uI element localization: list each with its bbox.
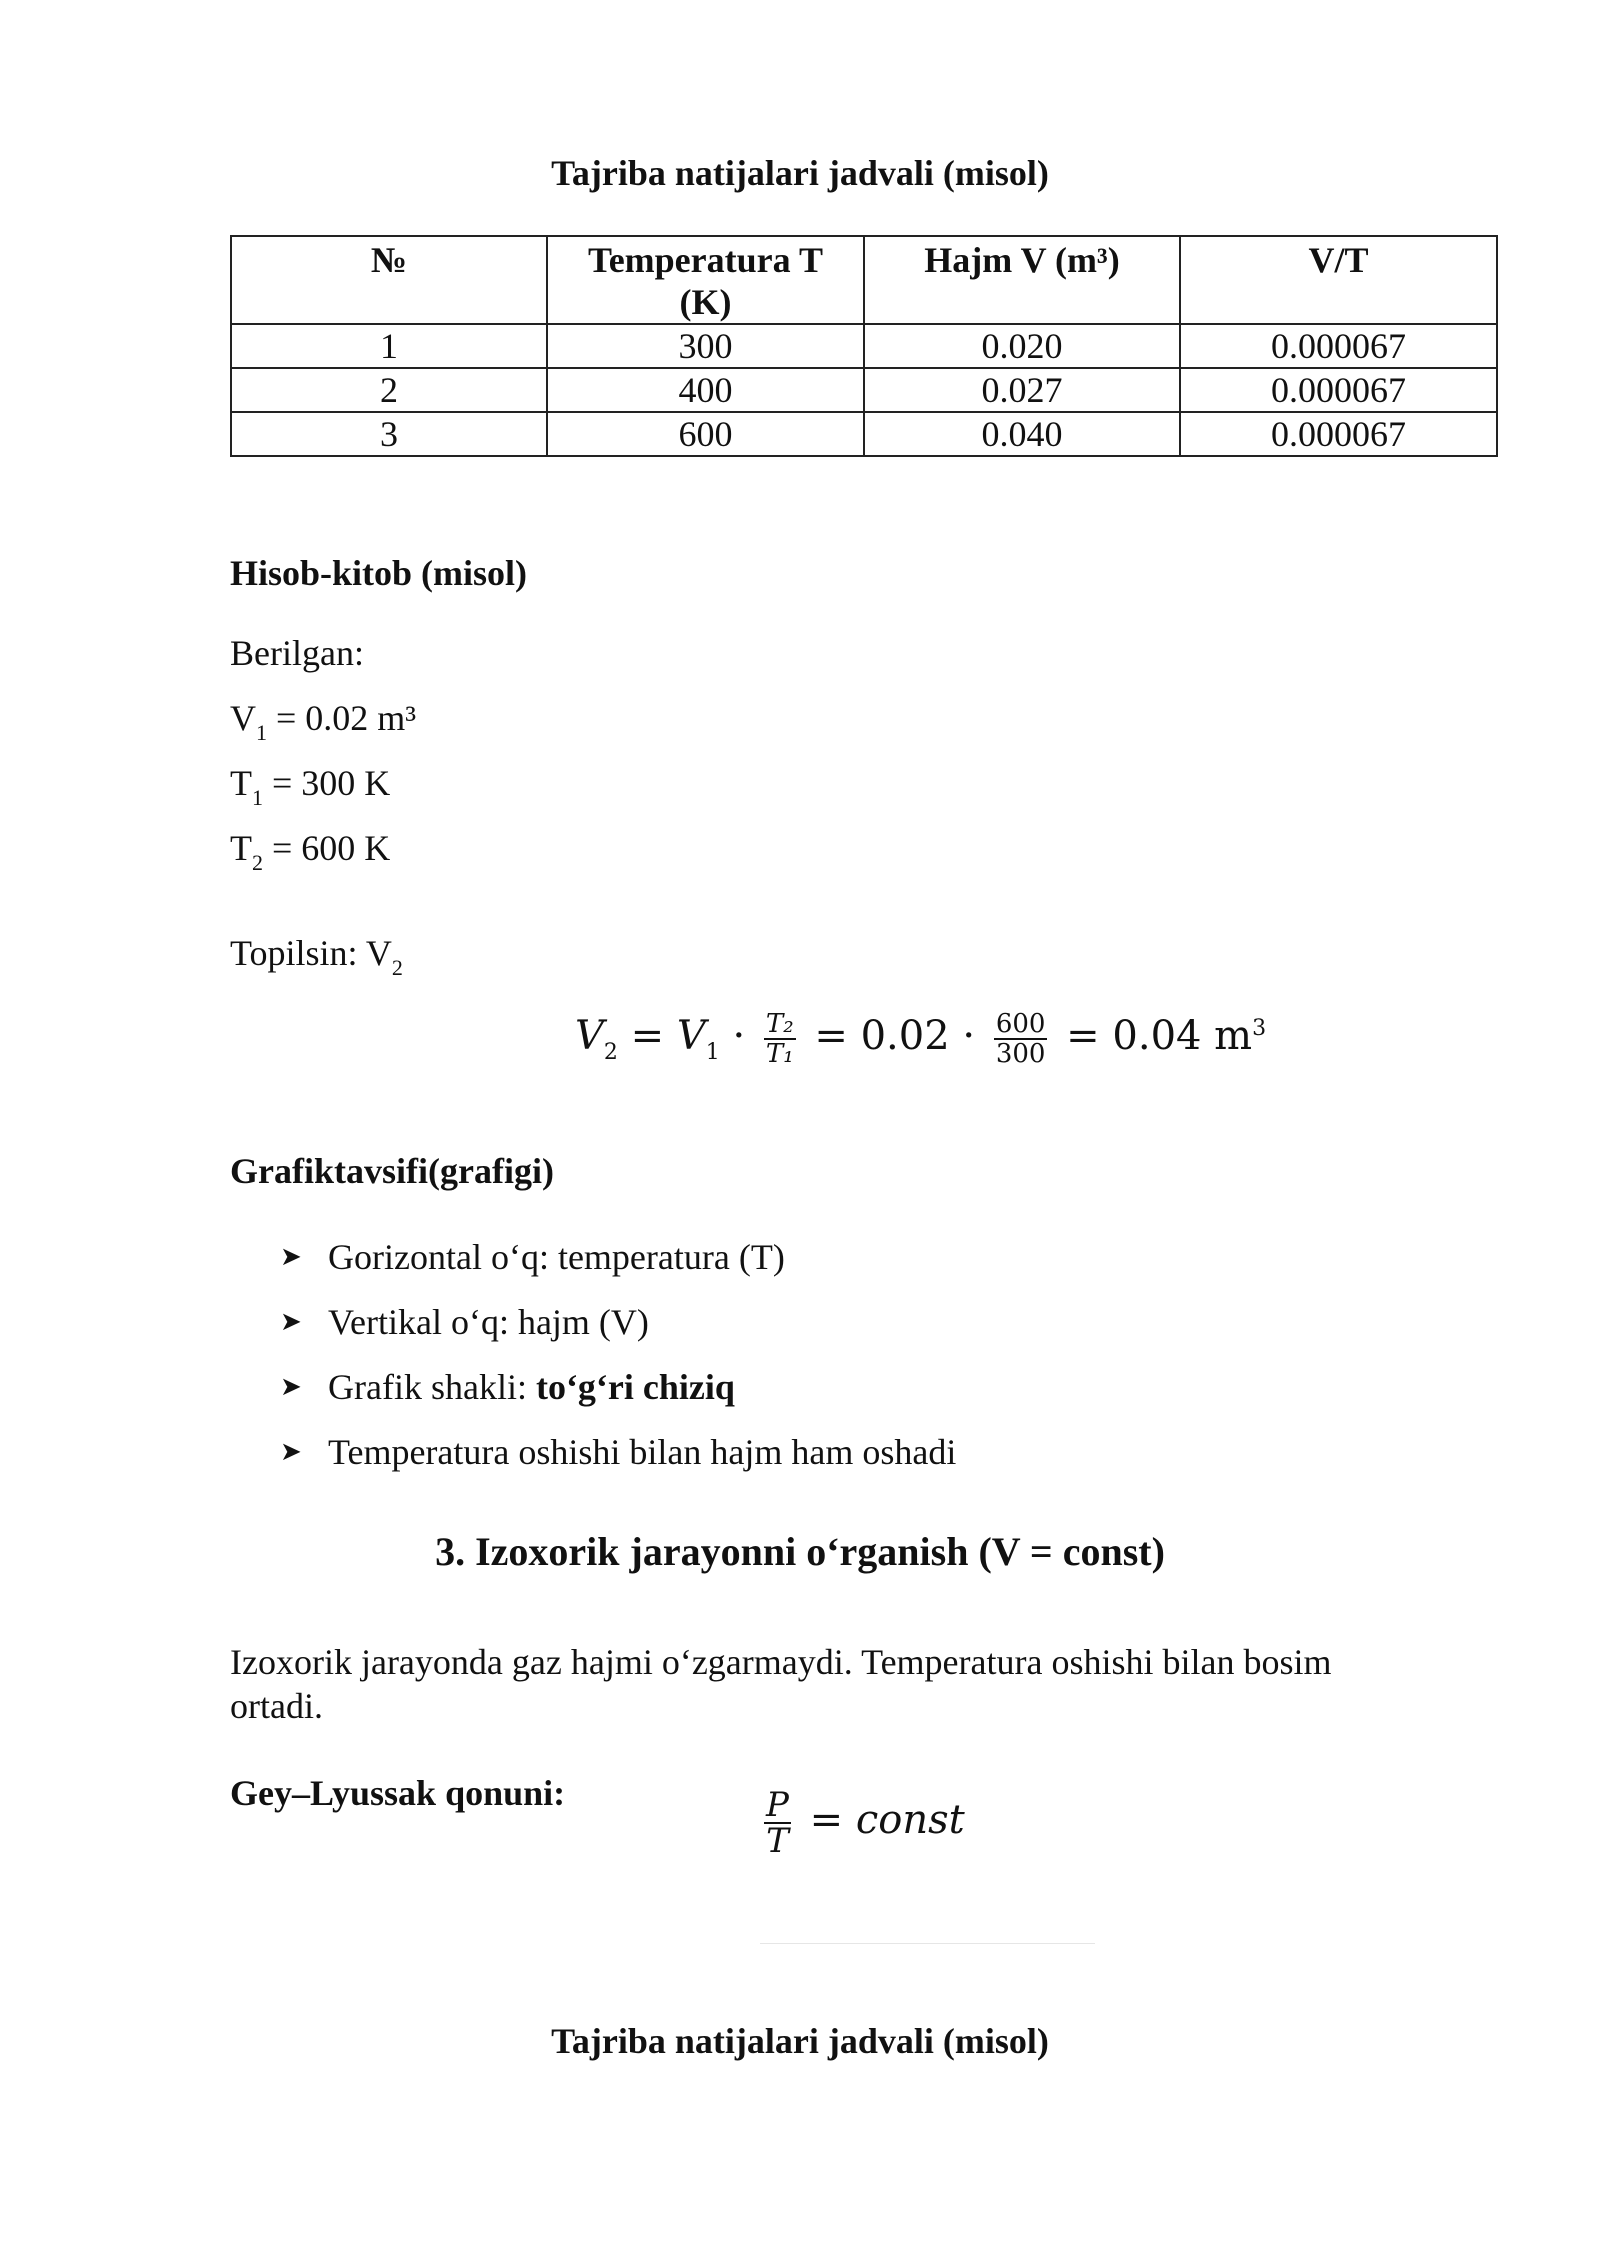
list-item-text: Gorizontal o‘q: temperatura (T) xyxy=(328,1237,785,1277)
graph-bullet-list xyxy=(280,1232,956,1492)
volume-formula xyxy=(575,1010,1266,1068)
table-cell: 0.000067 xyxy=(1180,324,1497,368)
find-line xyxy=(230,932,403,980)
formula-part: · xyxy=(719,1013,758,1059)
table-cell: 2 xyxy=(231,368,547,412)
list-item xyxy=(280,1232,956,1297)
table-row xyxy=(231,368,1497,412)
divider xyxy=(760,1943,1095,1944)
table-header-row xyxy=(231,236,1497,324)
subscript: 1 xyxy=(256,720,267,745)
symbol: T xyxy=(230,763,252,803)
formula-part: = V xyxy=(617,1013,706,1059)
denominator: 300 xyxy=(995,1039,1046,1069)
results-table xyxy=(230,235,1498,457)
table-title: Tajriba natijalari jadvali (misol) xyxy=(551,153,1049,193)
numerator: 600 xyxy=(995,1009,1046,1039)
fraction-600-300 xyxy=(994,1010,1048,1068)
formula-part: = 0.02 · xyxy=(801,1013,988,1059)
list-item-text: Vertikal o‘q: hajm (V) xyxy=(328,1302,649,1342)
value: = 300 K xyxy=(263,763,391,803)
law-label: Gey–Lyussak qonuni: xyxy=(230,1773,566,1813)
table-row xyxy=(231,412,1497,456)
value: = 0.02 m³ xyxy=(267,698,417,738)
arrow-bullet-icon: ➤ xyxy=(280,1242,302,1271)
given-v1 xyxy=(230,697,417,745)
table-cell: 0.000067 xyxy=(1180,368,1497,412)
column-header: V/T xyxy=(1180,236,1497,324)
section-heading: 3. Izoxorik jarayonni o‘rganish (V = const) xyxy=(435,1529,1165,1574)
subscript: 1 xyxy=(705,1040,720,1065)
list-item-bold: to‘g‘ri chiziq xyxy=(535,1367,735,1407)
table-cell: 0.000067 xyxy=(1180,412,1497,456)
calc-heading: Hisob-kitob (misol) xyxy=(230,553,528,593)
list-item xyxy=(280,1362,956,1427)
list-item-text: Temperatura oshishi bilan hajm ham oshadi xyxy=(328,1432,957,1472)
formula-lhs: V xyxy=(575,1013,604,1059)
value: = 600 K xyxy=(263,828,391,868)
table-cell: 1 xyxy=(231,324,547,368)
fraction-t2-t1 xyxy=(764,1010,796,1068)
arrow-bullet-icon: ➤ xyxy=(280,1307,302,1336)
column-header: № xyxy=(231,236,547,324)
arrow-bullet-icon: ➤ xyxy=(280,1437,302,1466)
column-header xyxy=(547,236,864,324)
subscript: 2 xyxy=(391,955,403,980)
given-t1 xyxy=(230,762,391,810)
formula-rhs: = const xyxy=(796,1797,965,1843)
table-title: Tajriba natijalari jadvali (misol) xyxy=(551,2021,1049,2061)
table-cell: 0.040 xyxy=(864,412,1180,456)
denominator: T xyxy=(766,1821,789,1861)
paragraph-line: ortadi. xyxy=(230,1686,323,1726)
arrow-bullet-icon: ➤ xyxy=(280,1372,302,1401)
formula-part: = 0.04 m xyxy=(1053,1013,1253,1059)
section-paragraph xyxy=(230,1640,1530,1728)
table-row xyxy=(231,324,1497,368)
list-item-text: Grafik shakli: xyxy=(328,1367,536,1407)
table-cell: 3 xyxy=(231,412,547,456)
given-label: Berilgan: xyxy=(230,633,364,673)
list-item xyxy=(280,1427,956,1492)
table-cell: 0.020 xyxy=(864,324,1180,368)
subscript: 1 xyxy=(252,785,263,810)
fraction-p-t xyxy=(764,1785,791,1861)
graph-heading: Grafiktavsifi(grafigi) xyxy=(230,1151,554,1191)
numerator: T₂ xyxy=(765,1009,794,1039)
paragraph-line: Izoxorik jarayonda gaz hajmi o‘zgarmaydi. Temperatura oshishi bilan bosim xyxy=(230,1642,1332,1682)
superscript: 3 xyxy=(1252,1016,1267,1041)
given-t2 xyxy=(230,827,391,875)
symbol: T xyxy=(230,828,252,868)
list-item xyxy=(280,1297,956,1362)
column-header-text: Temperatura T (K) xyxy=(587,240,823,322)
find-label: Topilsin: V xyxy=(230,933,392,973)
subscript: 2 xyxy=(252,850,263,875)
law-formula xyxy=(758,1785,965,1861)
denominator: T₁ xyxy=(765,1039,794,1069)
table-cell: 0.027 xyxy=(864,368,1180,412)
table-cell: 400 xyxy=(547,368,864,412)
table-cell: 300 xyxy=(547,324,864,368)
subscript: 2 xyxy=(603,1040,618,1065)
symbol: V xyxy=(230,698,256,738)
column-header: Hajm V (m³) xyxy=(864,236,1180,324)
numerator: P xyxy=(766,1785,789,1825)
table-cell: 600 xyxy=(547,412,864,456)
